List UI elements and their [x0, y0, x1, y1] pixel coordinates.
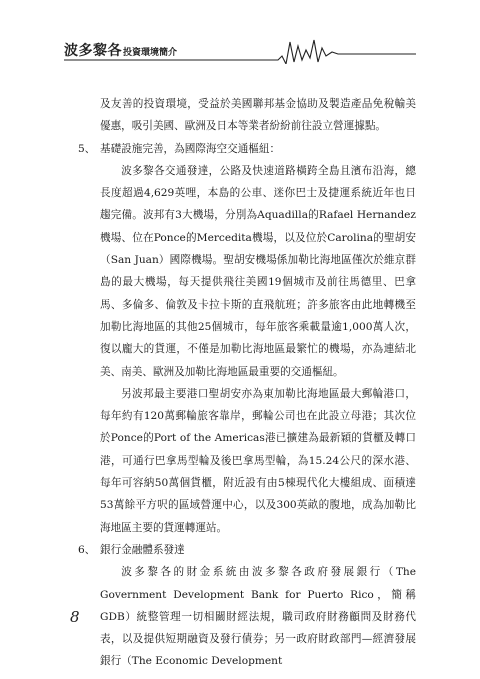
paragraph-3: 另波邦最主要港口聖胡安亦為東加勒比海地區最大郵輪港口，每年約有120萬郵輪旅客靠岸，郵輪公司也在此設立母港；其次位於Ponce的Port of the Americas港已擴建為最新穎的貨櫃及轉口港，可通行巴拿馬型輪及後巴拿馬型輪，為15.24公尺的深水港、每年可容納50萬個貨櫃，附近設有由5棟現代化大樓組成、面積達53萬餘平方呎的區域營運中心，以及300英畝的腹地，成為加勒比海地區主要的貨運轉運站。	[100, 387, 416, 534]
header-title-sub: 投資環境簡介	[123, 48, 178, 58]
running-header	[64, 36, 416, 64]
page-number: 8	[70, 608, 80, 626]
section-item-5	[78, 138, 416, 160]
header-title-main: 波多黎各	[64, 43, 122, 59]
item-6-number: 6、	[78, 543, 96, 556]
section-item-6	[78, 539, 416, 561]
item-5-title: 基礎設施完善，為國際海空交通樞紐：	[100, 142, 281, 155]
paragraph-1: 及友善的投資環境，受益於美國聯邦基金協助及製造產品免稅輸美優惠，吸引美國、歐洲及日本等業者紛紛前往設立營運據點。	[100, 98, 416, 133]
paragraph-2: 波多黎各交通發達，公路及快速道路橫跨全島且濱布沿海，總長度超過4,629英哩，本島的公車、迷你巴士及捷運系統近年也日趨完備。波邦有3大機場，分別為Aquadilla的Rafael Hernandez機場、位在Ponce的Mercedita機場，以及位於Carolina的聖胡安（San Juan）國際機場。聖胡安機場係加勒比海地區僅次於維京群島的最大機場，每天提供飛往美國19個城市及前往馬德里、巴拿馬、多倫多、倫敦及卡拉卡斯的直飛航班；許多旅客由此地轉機至加勒比海地區的其他25個城市，每年旅客乘載量逾1,000萬人次，復以龐大的貨運，不僅是加勒比海地區最繁忙的機場，亦為連結北美、南美、歐洲及加勒比海地區最重要的交通樞紐。	[100, 164, 416, 378]
item-6-title: 銀行金融體系發達	[100, 543, 185, 556]
paragraph-4: 波多黎各的財金系統由波多黎各政府發展銀行（The Government Development Bank for Puerto Rico，簡稱GDB）統整管理一切相關財經法規，職司政府財務顧問及財務代表，以及提供短期融資及發行債券；另一政府財政部門—經濟發展銀行（The Economic Development	[100, 566, 416, 668]
item-5-number: 5、	[78, 142, 96, 155]
body-text	[78, 93, 416, 673]
header-title	[64, 40, 177, 60]
